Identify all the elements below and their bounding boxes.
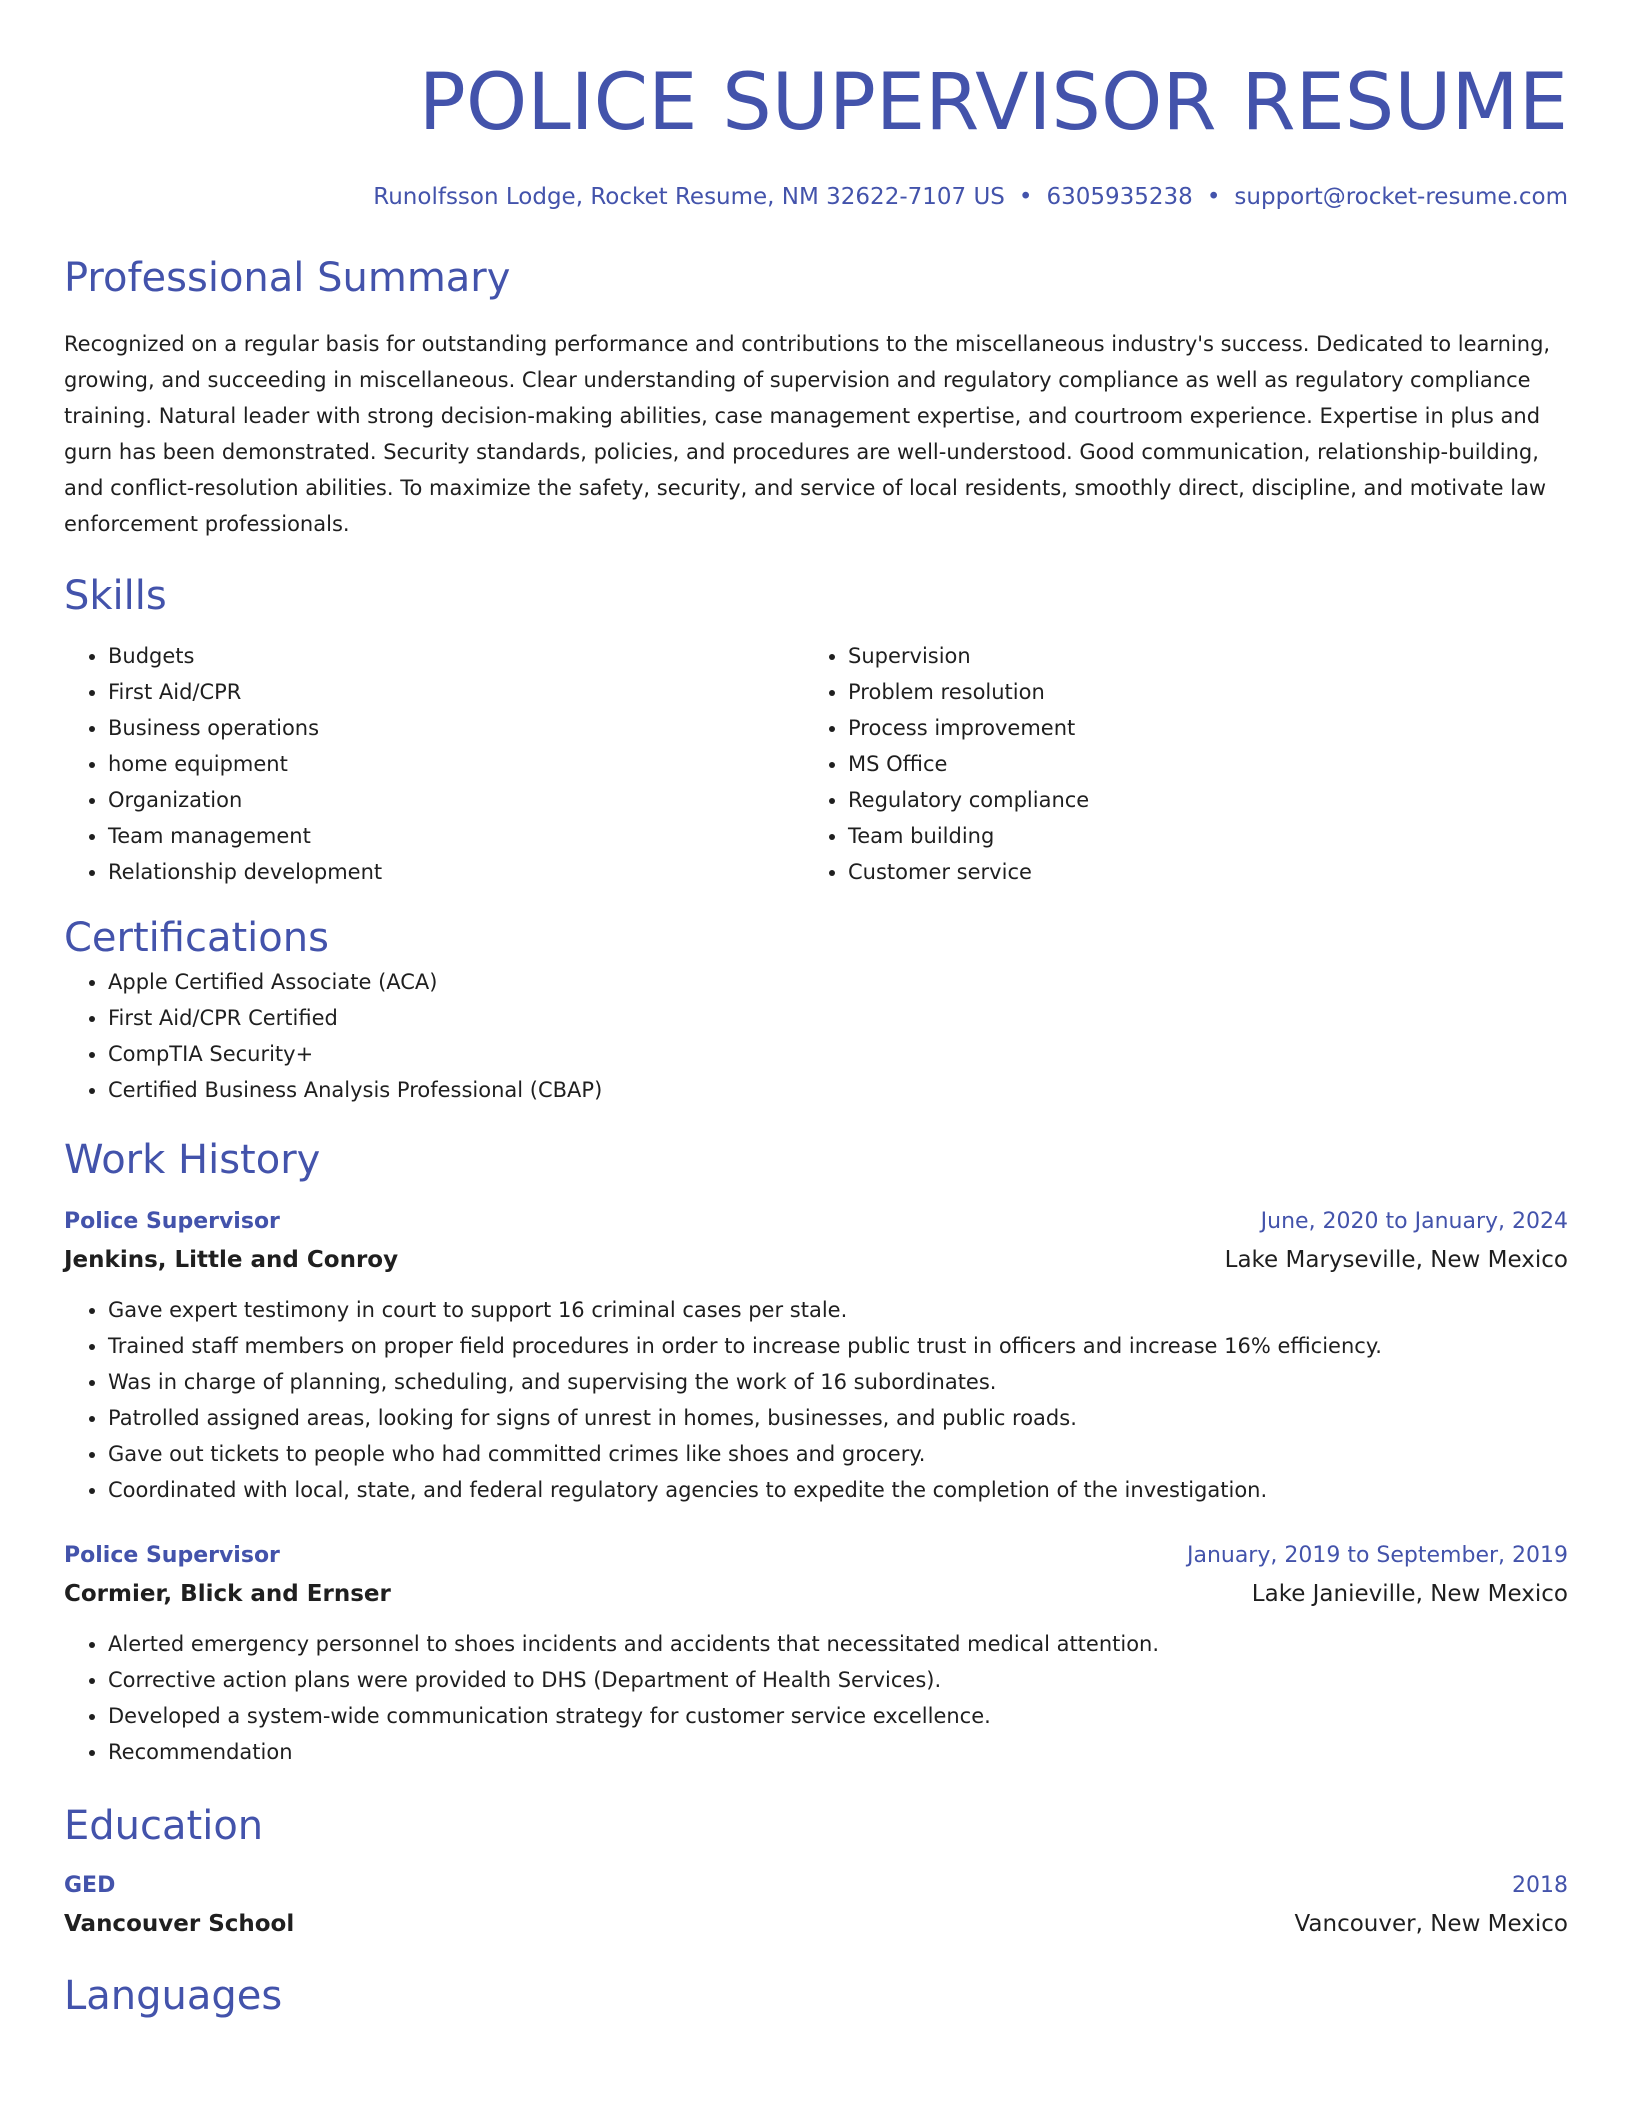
section-title-work-history: Work History: [64, 1137, 321, 1183]
job-company-row: [64, 1574, 1568, 1614]
skill-item: • Business operations: [108, 710, 804, 746]
job-bullet: • Gave expert testimony in court to support 16 criminal cases per stale.: [108, 1292, 1568, 1328]
job-company: Jenkins, Little and Conroy: [64, 1247, 399, 1273]
skill-item: • Team building: [848, 818, 1544, 854]
education-school-row: [64, 1904, 1568, 1944]
education-year: 2018: [1512, 1873, 1568, 1898]
job-header-row: [64, 1538, 1568, 1574]
skills-grid: [64, 638, 1568, 890]
job-company-row: [64, 1240, 1568, 1280]
job-dates: June, 2020 to January, 2024: [1260, 1209, 1568, 1234]
skill-item: • MS Office: [848, 746, 1544, 782]
job-role: Police Supervisor: [64, 1209, 280, 1234]
job-bullet: • Developed a system-wide communication strategy for customer service excellence.: [108, 1698, 1568, 1734]
job-entry: [64, 1204, 1568, 1508]
job-bullet: • Patrolled assigned areas, looking for signs of unrest in homes, businesses, and public roads.: [108, 1400, 1568, 1436]
job-location: Lake Janieville, New Mexico: [1251, 1581, 1568, 1607]
job-bullets: [64, 1626, 1568, 1770]
summary-text: Recognized on a regular basis for outstanding performance and contributions to the miscellaneous industry's success. Dedicated to learning, growing, and succeeding in miscellaneous. Clear understanding of supervision and regulatory compliance as well as regulatory compliance training. Natural leader with strong decision-making abilities, case management expertise, and courtroom experience. Expertise in plus and gurn has been demonstrated. Security standards, policies, and procedures are well-understood. Good communication, relationship-building, and conflict-resolution abilities. To maximize the safety, security, and service of local residents, smoothly direct, discipline, and motivate law enforcement professionals.: [64, 332, 1551, 536]
section-title-education: Education: [64, 1803, 264, 1849]
job-bullet: • Recommendation: [108, 1734, 1568, 1770]
job-bullet: • Alerted emergency personnel to shoes incidents and accidents that necessitated medical attention.: [108, 1626, 1568, 1662]
job-bullets: [64, 1292, 1568, 1508]
skill-item: • Problem resolution: [848, 674, 1544, 710]
job-bullet: • Coordinated with local, state, and federal regulatory agencies to expedite the completion of the investigation.: [108, 1472, 1568, 1508]
job-company: Cormier, Blick and Ernser: [64, 1581, 391, 1607]
skill-item: • Supervision: [848, 638, 1544, 674]
education-location: Vancouver, New Mexico: [1294, 1911, 1568, 1937]
job-header-row: [64, 1204, 1568, 1240]
section-title-skills: Skills: [64, 573, 167, 619]
contact-line: [64, 182, 1568, 212]
skill-item: • Budgets: [108, 638, 804, 674]
certification-item: • CompTIA Security+: [108, 1036, 1568, 1072]
skill-item: • Regulatory compliance: [848, 782, 1544, 818]
job-bullet: • Gave out tickets to people who had committed crimes like shoes and grocery.: [108, 1436, 1568, 1472]
education-entry: [64, 1868, 1568, 1944]
skills-column-left: [64, 638, 804, 890]
skill-item: • Relationship development: [108, 854, 804, 890]
skill-item: • Organization: [108, 782, 804, 818]
skill-item: • Process improvement: [848, 710, 1544, 746]
skill-item: • Team management: [108, 818, 804, 854]
address: Runolfsson Lodge, Rocket Resume, NM 32622-7107 US: [373, 184, 1005, 210]
certification-item: • First Aid/CPR Certified: [108, 1000, 1568, 1036]
phone: 6305935238: [1046, 184, 1193, 210]
education-school: Vancouver School: [64, 1911, 295, 1937]
section-title-summary: Professional Summary: [64, 255, 511, 301]
job-location: Lake Maryseville, New Mexico: [1224, 1247, 1568, 1273]
job-bullet: • Corrective action plans were provided to DHS (Department of Health Services).: [108, 1662, 1568, 1698]
skills-column-right: [804, 638, 1544, 890]
section-title-languages: Languages: [64, 1973, 283, 2019]
education-degree: GED: [64, 1873, 116, 1898]
certifications-list: [64, 964, 1568, 1108]
job-bullet: • Was in charge of planning, scheduling, and supervising the work of 16 subordinates.: [108, 1364, 1568, 1400]
skill-item: • home equipment: [108, 746, 804, 782]
job-entry: [64, 1538, 1568, 1770]
job-dates: January, 2019 to September, 2019: [1186, 1543, 1568, 1568]
resume-header: [64, 48, 1568, 212]
separator: •: [1206, 184, 1221, 210]
skill-item: • Customer service: [848, 854, 1544, 890]
email-link[interactable]: support@rocket-resume.com: [1234, 184, 1568, 210]
education-header-row: [64, 1868, 1568, 1904]
job-role: Police Supervisor: [64, 1543, 280, 1568]
section-title-certifications: Certifications: [64, 915, 329, 961]
skill-item: • First Aid/CPR: [108, 674, 804, 710]
certification-item: • Apple Certified Associate (ACA): [108, 964, 1568, 1000]
resume-title: POLICE SUPERVISOR RESUME: [418, 58, 1568, 148]
job-bullet: • Trained staff members on proper field procedures in order to increase public trust in officers and increase 16% efficiency.: [108, 1328, 1568, 1364]
certification-item: • Certified Business Analysis Professional (CBAP): [108, 1072, 1568, 1108]
separator: •: [1018, 184, 1033, 210]
